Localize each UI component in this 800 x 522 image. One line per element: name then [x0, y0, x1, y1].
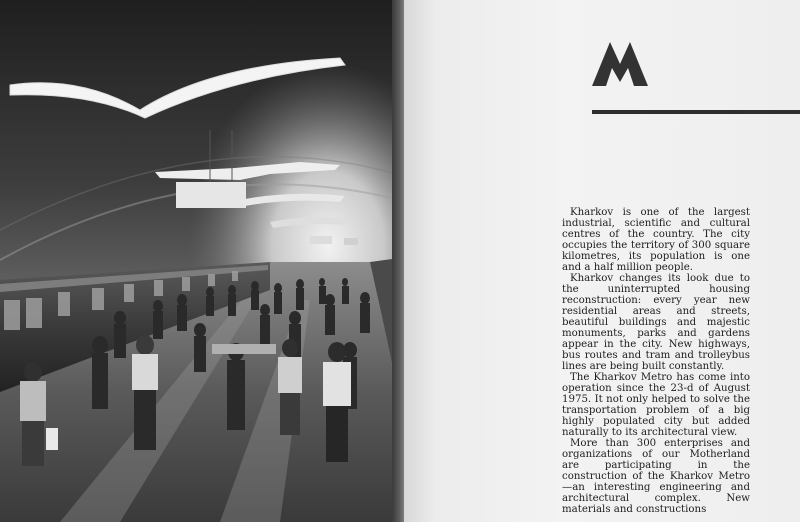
- paragraph-3: The Kharkov Metro has come into operation since the 23-d of August 1975. It not only helped to solve the transportation problem of a big highly populated city but added naturally to its architectural view.: [562, 372, 750, 438]
- text-page: [404, 0, 800, 522]
- paragraph-4: More than 300 enterprises and organizations of our Motherland are participating in the construction of the Kharkov Metro—an interesting engineering and architectural complex. New materials and constructions: [562, 438, 750, 515]
- paragraph-1: Kharkov is one of the largest industrial, scientific and cultural centres of the country. The city occupies the territory of 300 square kilometres, its population is one and a half million people.: [562, 207, 750, 273]
- paragraph-2: Kharkov changes its look due to the uninterrupted housing reconstruction: every year new residential areas and streets, beautiful buildings and majestic monuments, parks and gardens appear in the city. New highways, bus routes and tram and trolleybus lines are being built constantly.: [562, 273, 750, 372]
- metro-m-logo-icon: [590, 38, 650, 88]
- horizontal-rule: [592, 110, 800, 114]
- hanging-sign: [176, 182, 246, 208]
- body-text: [562, 207, 750, 515]
